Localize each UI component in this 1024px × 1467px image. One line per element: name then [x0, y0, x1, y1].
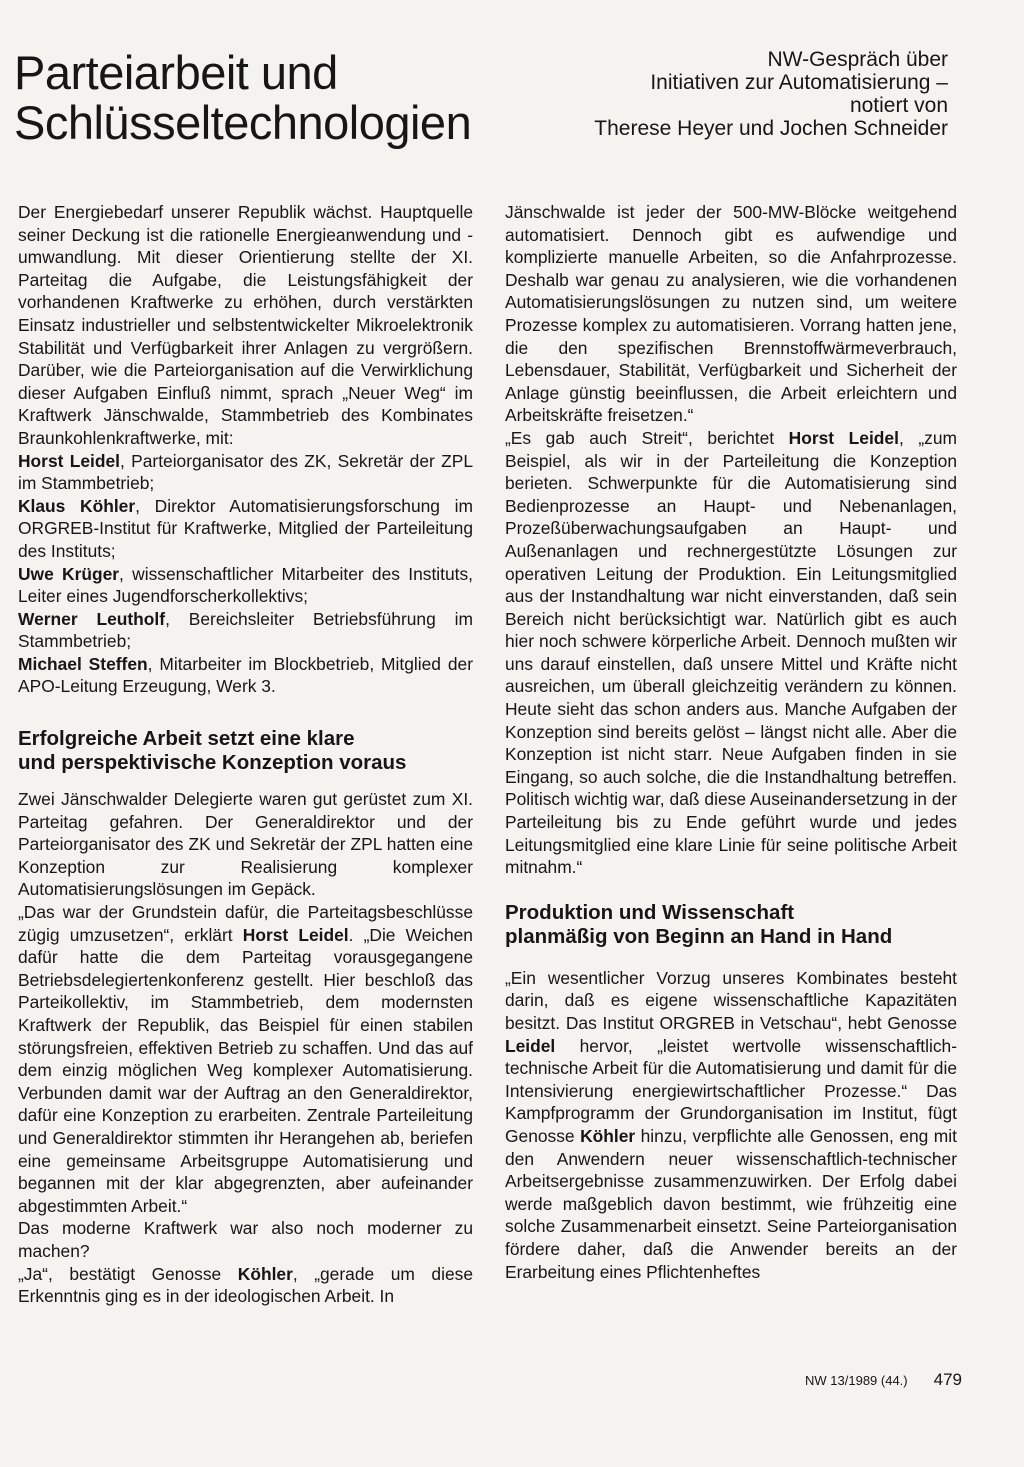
participant-list	[18, 450, 473, 699]
issue-label: NW 13/1989 (44.)	[805, 1373, 908, 1388]
participant-name: Uwe Krüger	[18, 563, 120, 584]
text-run: „Ein wesentlicher Vorzug unseres Kombinates besteht darin, daß es eigene wissenschaftliche Kapazitäten besitzt. Das Institut ORGREB in Vetschau“, hebt Genosse	[505, 967, 957, 1033]
byline	[594, 48, 948, 140]
text-run: „Ja“, bestätigt Genosse	[18, 1263, 238, 1284]
section-heading-2	[505, 901, 957, 949]
speaker-name: Horst Leidel	[788, 427, 899, 448]
section1-paragraph-4	[18, 1263, 473, 1308]
byline-line-2: Initiativen zur Automatisierung –	[650, 71, 948, 94]
section-heading-1	[18, 727, 473, 775]
participant-koehler	[18, 495, 473, 563]
text-run: , „zum Beispiel, als wir in der Parteileitung die Konzeption berieten. Schwerpunkte für die Automatisierung sind Bedienprozesse an Haupt- und Nebenanlagen, Prozeßüberwachungsaufgaben an Haupt- und Außenanlagen und rechnergestützte Lösungen zur operativen Leitung der Produktion. Ein Leitungsmitglied aus der Instandhaltung war nicht einverstanden, daß sein Bereich nicht berücksichtigt war. Natürlich gibt es auch hier noch schwere körperliche Arbeit. Dennoch mußten wir uns darauf einstellen, daß unsere Mittel und Kräfte nicht ausreichen, um überall gleichzeitig verändern zu können. Heute sieht das schon anders aus. Manche Aufgaben der Konzeption sind bereits gelöst – längst nicht alle. Aber die Konzeption ist nicht starr. Neue Aufgaben finden in sie Eingang, so auch solche, die die Instandhaltung betreffen. Politisch wichtig war, daß diese Auseinandersetzung in der Parteileitung bis zu Ende geführt wurde und jedes Leitungsmitglied eine klare Linie für seine politische Arbeit mitnahm.“	[505, 427, 958, 878]
section1-paragraph-2	[18, 901, 473, 1217]
section-heading-1-line-1: Erfolgreiche Arbeit setzt eine klare	[18, 727, 355, 751]
text-run: hervor, „leistet wertvolle wissenschaftlich-technische Arbeit für die Automatisierung und damit für die Intensivierung energiewirtschaftlicher Prozesse.“ Das Kampfprogramm der Grundorganisation im Institut, fügt Genosse	[505, 1035, 957, 1146]
byline-line-1: NW-Gespräch über	[767, 48, 948, 71]
participant-role: , Direktor Automatisierungsforschung im ORGREB-Institut für Kraftwerke, Mitglied der Parteileitung des Instituts;	[18, 495, 474, 561]
participant-role: , wissenschaftlicher Mitarbeiter des Instituts, Leiter eines Jugendforscherkollektivs;	[18, 563, 473, 607]
page-footer	[805, 1370, 962, 1390]
text-run: , „gerade um diese Erkenntnis ging es in der ideologischen Arbeit. In	[18, 1263, 473, 1307]
participant-name: Michael Steffen	[18, 653, 148, 674]
byline-line-3: notiert von	[849, 94, 948, 117]
participant-krueger	[18, 563, 473, 608]
text-run: „Das war der Grundstein dafür, die Parteitagsbeschlüsse zügig umzusetzen“, erklärt	[18, 902, 473, 945]
title-line-1: Parteiarbeit und	[14, 46, 338, 99]
participant-role: , Parteiorganisator des ZK, Sekretär der ZPL im Stammbetrieb;	[18, 450, 473, 494]
participant-role: , Mitarbeiter im Blockbetrieb, Mitglied der APO-Leitung Erzeugung, Werk 3.	[18, 653, 474, 697]
intro-paragraph: Der Energiebedarf unserer Republik wächst. Hauptquelle seiner Deckung ist die rationelle Energieanwendung und -umwandlung. Mit dieser Orientierung stellte der XI. Parteitag die Aufgabe, die Leistungsfähigkeit der vorhandenen Kraftwerke zu erhöhen, durch verstärkten Einsatz industrieller und selbstentwickelter Mikroelektronik Stabilität und Verfügbarkeit ihrer Anlagen zu vergrößern. Darüber, wie die Parteiorganisation auf die Verwirklichung dieser Aufgaben Einfluß nimmt, sprach „Neuer Weg“ im Kraftwerk Jänschwalde, Stammbetrieb des Kombinates Braunkohlenkraftwerke, mit:	[18, 202, 473, 448]
title-line-2: Schlüsseltechnologien	[14, 96, 472, 149]
participant-leidel	[18, 450, 473, 495]
right-column	[505, 201, 957, 1283]
section1-paragraph-3: Das moderne Kraftwerk war also noch moderner zu machen?	[18, 1218, 473, 1261]
participant-role: , Bereichsleiter Betriebsführung im Stammbetrieb;	[18, 608, 474, 652]
text-run: „Es gab auch Streit“, berichtet	[505, 427, 789, 448]
section2-paragraph-1	[505, 967, 957, 1283]
speaker-name: Köhler	[237, 1263, 293, 1284]
byline-line-4: Therese Heyer und Jochen Schneider	[594, 117, 948, 140]
section-heading-1-line-2: und perspektivische Konzeption voraus	[18, 751, 407, 775]
participant-name: Werner Leutholf	[18, 608, 166, 629]
right-paragraph-2	[505, 427, 957, 879]
text-run: hinzu, verpflichte alle Genossen, eng mit den Anwendern neuer wissenschaftlich-technischer Arbeitsergebnisse zusammenzuwirken. Der Erfolg dabei werde maßgeblich davon bestimmt, wie frühzeitig eine solche Zusammenarbeit einsetzt. Seine Parteiorganisation fördere daher, daß die Anwender bereits an der Erarbeitung eines Pflichtenheftes	[505, 1125, 957, 1282]
text-run: . „Die Weichen dafür hatte die dem Parteitag vorausgegangene Betriebsdelegiertenkonferenz gestellt. Hier beschloß das Parteikollektiv, im Stammbetrieb, dem modernsten Kraftwerk der Republik, das Beispiel für einen stabilen störungsfreien, effektiven Betrieb zu schaffen. Und das auf dem einzig möglichen Weg komplexer Automatisierung. Verbunden damit war der Auftrag an den Generaldirektor, dafür eine Konzeption zu erarbeiten. Zentrale Parteileitung und Generaldirektor stimmten ihr Herangehen ab, beriefen eine gemeinsame Arbeitsgruppe Automatisierung und begannen mit der klar abgegrenzten, aber aufeinander abgestimmten Arbeit.“	[18, 924, 473, 1216]
article-title	[14, 48, 471, 148]
participant-name: Klaus Köhler	[18, 495, 136, 516]
participant-name: Horst Leidel	[18, 450, 120, 471]
participant-steffen	[18, 653, 473, 698]
right-paragraph-1: Jänschwalde ist jeder der 500-MW-Blöcke weitgehend automatisiert. Dennoch gibt es aufwendige und komplizierte manuelle Arbeiten, so die Anfahrprozesse. Deshalb war genau zu analysieren, wie die vorhandenen Automatisierungslösungen zu nutzen sind, um weitere Prozesse komplex zu automatisieren. Vorrang hatten jene, die den spezifischen Brennstoffwärmeverbrauch, Lebensdauer, Stabilität, Verfügbarkeit und Sicherheit der Anlage günstig beeinflussen, die Arbeit erleichtern und Arbeitskräfte freisetzen.“	[505, 202, 957, 426]
section-heading-2-line-1: Produktion und Wissenschaft	[505, 900, 795, 924]
participant-leutholf	[18, 608, 473, 653]
left-column	[18, 201, 473, 1308]
speaker-name: Köhler	[580, 1125, 636, 1146]
speaker-name: Horst Leidel	[242, 924, 349, 945]
section-heading-2-line-2: planmäßig von Beginn an Hand in Hand	[505, 924, 893, 948]
speaker-name: Leidel	[505, 1035, 556, 1056]
page-number: 479	[933, 1370, 962, 1389]
section1-paragraph-1: Zwei Jänschwalder Delegierte waren gut gerüstet zum XI. Parteitag gefahren. Der Generaldirektor und der Parteiorganisator des ZK und Sekretär der ZPL hatten eine Konzeption zur Realisierung komplexer Automatisierungslösungen im Gepäck.	[18, 789, 473, 900]
